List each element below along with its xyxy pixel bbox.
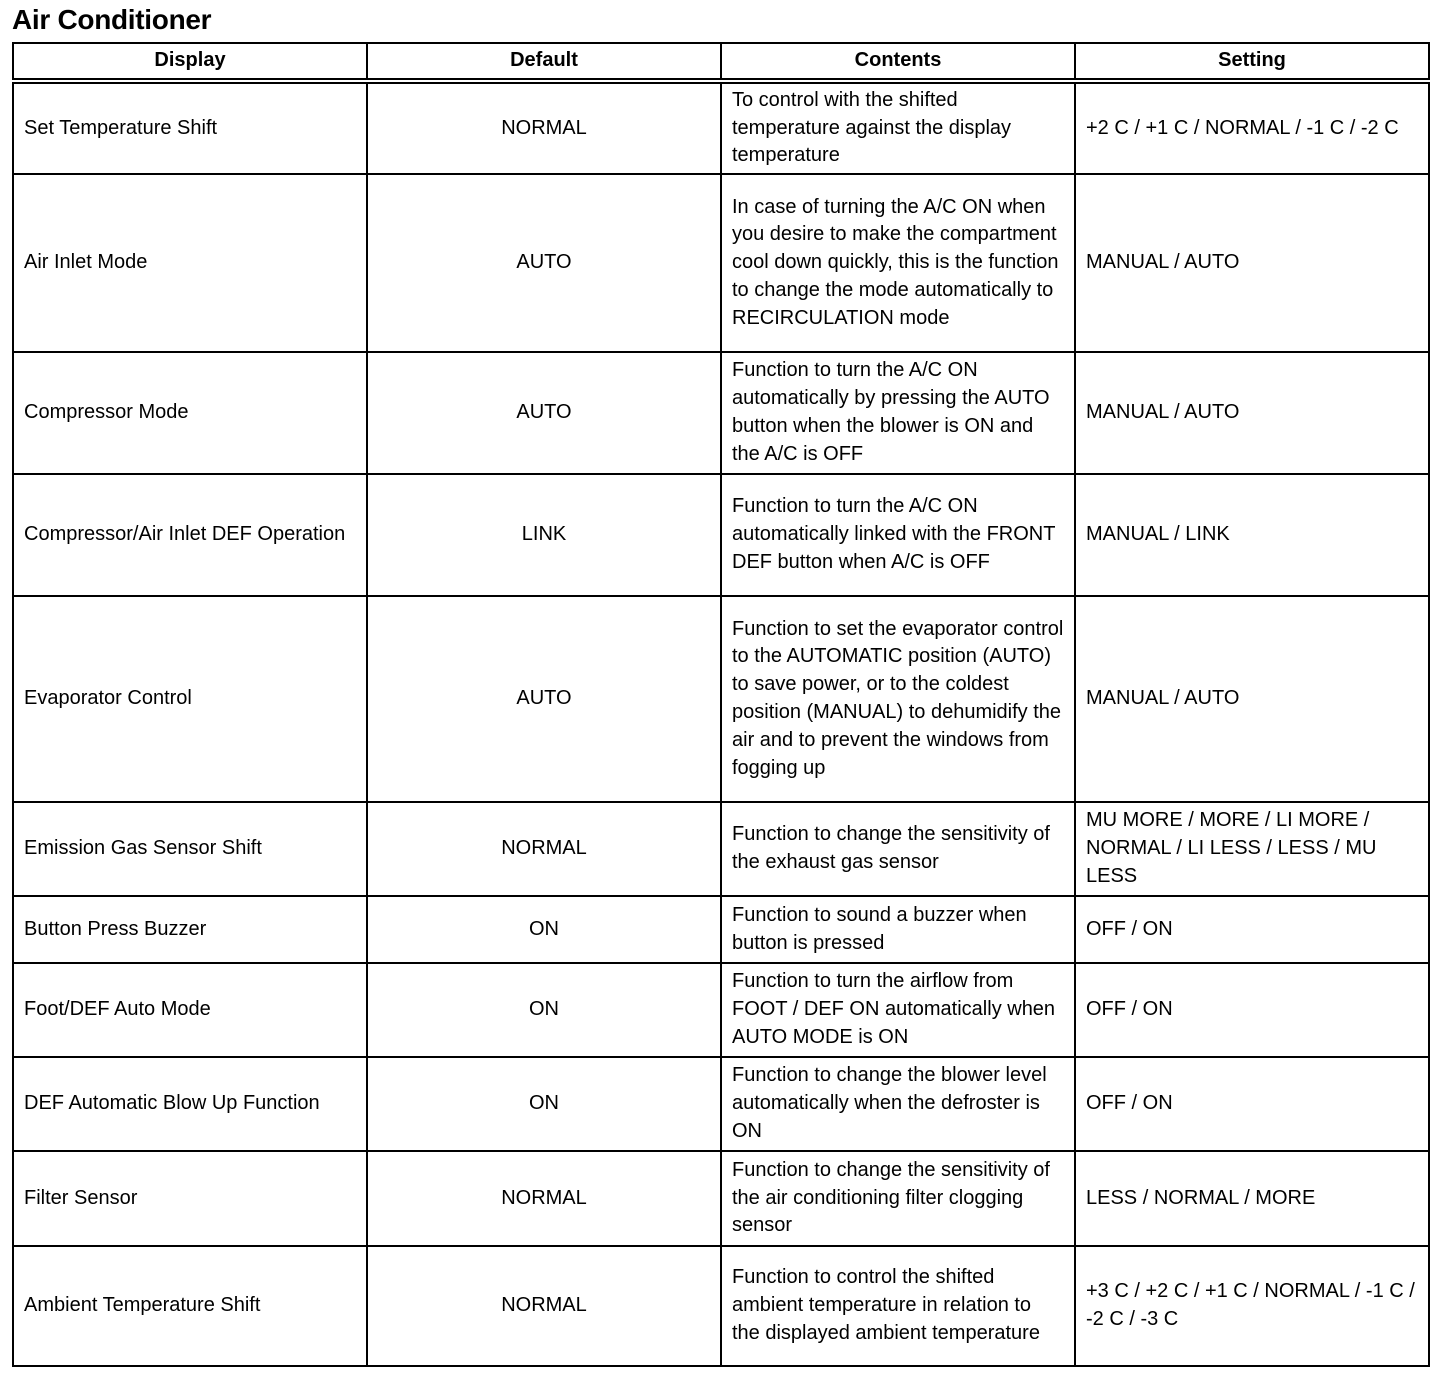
cell-display: Set Temperature Shift bbox=[13, 81, 367, 174]
cell-default: LINK bbox=[367, 474, 721, 596]
table-row bbox=[13, 896, 1429, 963]
cell-display: Air Inlet Mode bbox=[13, 174, 367, 352]
cell-display: DEF Automatic Blow Up Function bbox=[13, 1057, 367, 1151]
cell-default: NORMAL bbox=[367, 81, 721, 174]
table-row bbox=[13, 352, 1429, 474]
header-contents: Contents bbox=[721, 43, 1075, 81]
cell-setting: MANUAL / AUTO bbox=[1075, 352, 1429, 474]
cell-display: Button Press Buzzer bbox=[13, 896, 367, 963]
header-row bbox=[13, 43, 1429, 81]
cell-display: Ambient Temperature Shift bbox=[13, 1246, 367, 1366]
cell-setting: OFF / ON bbox=[1075, 963, 1429, 1057]
cell-default: NORMAL bbox=[367, 1151, 721, 1246]
cell-display: Evaporator Control bbox=[13, 596, 367, 802]
cell-default: ON bbox=[367, 896, 721, 963]
cell-display: Foot/DEF Auto Mode bbox=[13, 963, 367, 1057]
cell-setting: LESS / NORMAL / MORE bbox=[1075, 1151, 1429, 1246]
cell-setting: OFF / ON bbox=[1075, 1057, 1429, 1151]
cell-contents: Function to set the evaporator control to the AUTOMATIC position (AUTO) to save power, or to the coldest position (MANUAL) to dehumidify the air and to prevent the windows from fogging up bbox=[721, 596, 1075, 802]
cell-contents: Function to turn the A/C ON automatically by pressing the AUTO button when the blower is ON and the A/C is OFF bbox=[721, 352, 1075, 474]
cell-display: Compressor Mode bbox=[13, 352, 367, 474]
cell-setting: +3 C / +2 C / +1 C / NORMAL / -1 C / -2 C / -3 C bbox=[1075, 1246, 1429, 1366]
cell-display: Compressor/Air Inlet DEF Operation bbox=[13, 474, 367, 596]
cell-default: AUTO bbox=[367, 596, 721, 802]
cell-contents: Function to sound a buzzer when button is pressed bbox=[721, 896, 1075, 963]
table-row bbox=[13, 802, 1429, 896]
table-row bbox=[13, 174, 1429, 352]
header-setting: Setting bbox=[1075, 43, 1429, 81]
cell-display: Filter Sensor bbox=[13, 1151, 367, 1246]
cell-contents: Function to change the blower level automatically when the defroster is ON bbox=[721, 1057, 1075, 1151]
cell-contents: Function to change the sensitivity of the exhaust gas sensor bbox=[721, 802, 1075, 896]
table-row bbox=[13, 1246, 1429, 1366]
cell-setting: MU MORE / MORE / LI MORE / NORMAL / LI LESS / LESS / MU LESS bbox=[1075, 802, 1429, 896]
header-default: Default bbox=[367, 43, 721, 81]
settings-table bbox=[12, 42, 1430, 1367]
cell-default: AUTO bbox=[367, 352, 721, 474]
header-display: Display bbox=[13, 43, 367, 81]
cell-contents: Function to turn the airflow from FOOT / DEF ON automatically when AUTO MODE is ON bbox=[721, 963, 1075, 1057]
cell-default: AUTO bbox=[367, 174, 721, 352]
cell-contents: Function to change the sensitivity of the air conditioning filter clogging sensor bbox=[721, 1151, 1075, 1246]
cell-setting: +2 C / +1 C / NORMAL / -1 C / -2 C bbox=[1075, 81, 1429, 174]
cell-contents: Function to turn the A/C ON automatically linked with the FRONT DEF button when A/C is OFF bbox=[721, 474, 1075, 596]
cell-default: NORMAL bbox=[367, 802, 721, 896]
cell-default: ON bbox=[367, 1057, 721, 1151]
cell-contents: Function to control the shifted ambient temperature in relation to the displayed ambient temperature bbox=[721, 1246, 1075, 1366]
table-row bbox=[13, 81, 1429, 174]
cell-default: ON bbox=[367, 963, 721, 1057]
cell-display: Emission Gas Sensor Shift bbox=[13, 802, 367, 896]
cell-setting: OFF / ON bbox=[1075, 896, 1429, 963]
page-title: Air Conditioner bbox=[12, 4, 212, 35]
cell-setting: MANUAL / LINK bbox=[1075, 474, 1429, 596]
cell-contents: In case of turning the A/C ON when you desire to make the compartment cool down quickly, this is the function to change the mode automatically to RECIRCULATION mode bbox=[721, 174, 1075, 352]
table-row bbox=[13, 1151, 1429, 1246]
cell-setting: MANUAL / AUTO bbox=[1075, 174, 1429, 352]
cell-setting: MANUAL / AUTO bbox=[1075, 596, 1429, 802]
cell-contents: To control with the shifted temperature against the display temperature bbox=[721, 81, 1075, 174]
table-row bbox=[13, 474, 1429, 596]
table-row bbox=[13, 596, 1429, 802]
table-row bbox=[13, 963, 1429, 1057]
cell-default: NORMAL bbox=[367, 1246, 721, 1366]
table-row bbox=[13, 1057, 1429, 1151]
